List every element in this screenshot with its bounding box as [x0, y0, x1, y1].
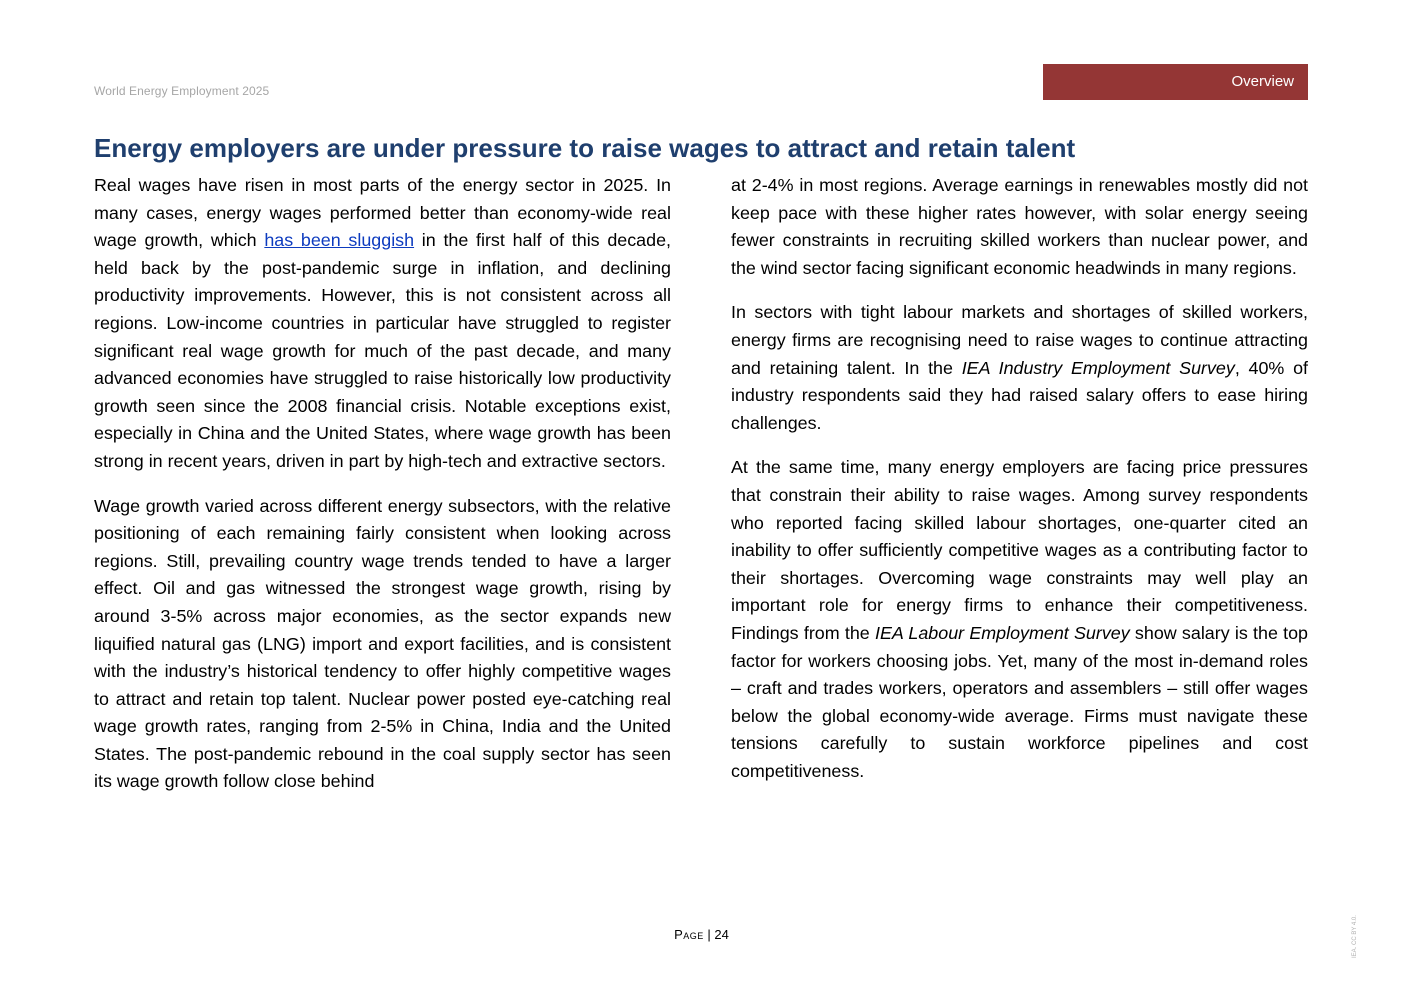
right-p3-text-end: show salary is the top factor for workers choosing jobs. Yet, many of the most in-demand roles – craft and trades workers, operators and assemblers – still offer wages below the global economy-wide average. Firms must navigate these tensions carefully to sustain workforce pipelines and cost competitiveness.: [731, 622, 1309, 781]
page-number: 24: [714, 927, 729, 942]
right-text-column: [731, 172, 1308, 802]
left-p1-text-end: in the first half of this decade, held back by the post-pandemic surge in inflation, and declining productivity improvements. However, this is not consistent across all regions. Low-income countries in particular have struggled to register significant real wage growth for much of the past decade, and many advanced economies have struggled to raise historically low productivity growth seen since the 2008 financial crisis. Notable exceptions exist, especially in China and the United States, where wage growth has been strong in recent years, driven in part by high-tech and extractive sectors.: [94, 230, 671, 471]
left-p1-text-start: Real wages have risen in most parts of the energy sector in 2025. In many cases, energy wages performed better than economy-wide real wage growth, which: [94, 175, 671, 251]
page-headline: Energy employers are under pressure to raise wages to attract and retain talent: [94, 133, 1076, 163]
page-separator: |: [703, 927, 715, 942]
left-paragraph-2: Wage growth varied across different energy subsectors, with the relative positioning of each remaining fairly consistent when looking across regions. Still, prevailing country wage trends tended to have a larger effect. Oil and gas witnessed the strongest wage growth, rising by around 3-5% across major economies, as the sector expands new liquified natural gas (LNG) import and export facilities, and is consistent with the industry’s historical tendency to offer highly competitive wages to attract and retain top talent. Nuclear power posted eye-catching real wage growth rates, ranging from 2-5% in China, India and the United States. The post-pandemic rebound in the coal supply sector has seen its wage growth follow close behind: [94, 495, 671, 792]
left-paragraph-1: [94, 172, 671, 476]
license-notice: IEA. CC BY 4.0.: [1352, 915, 1358, 958]
page-footer: [0, 927, 1403, 942]
right-paragraph-2: [731, 299, 1308, 437]
right-p3-text-start: At the same time, many energy employers are facing price pressures that constrain their ability to raise wages. Among survey respondents who reported facing skilled labour shortages, one-quarter cited an inability to offer sufficiently competitive wages as a contributing factor to their shortages. Overcoming wage constraints may well play an important role for energy firms to enhance their competitiveness. Findings from the: [731, 457, 1308, 643]
document-title: World Energy Employment 2025: [94, 84, 270, 98]
left-text-column: [94, 172, 671, 813]
right-p2-text-start: In sectors with tight labour markets and shortages of skilled workers, energy firms are recognising need to raise wages to continue attracting and retaining talent. In the: [731, 302, 1308, 378]
right-paragraph-1: at 2-4% in most regions. Average earnings in renewables mostly did not keep pace with these higher rates however, with solar energy seeing fewer constraints in recruiting skilled workers than nuclear power, and the wind sector facing significant economic headwinds in many regions.: [731, 175, 1308, 278]
industry-survey-title: IEA Industry Employment Survey: [961, 357, 1235, 378]
labour-survey-title: IEA Labour Employment Survey: [874, 622, 1130, 643]
page-label: Page: [674, 927, 704, 942]
right-paragraph-3: [731, 454, 1308, 785]
section-tab-overview: Overview: [1043, 64, 1308, 100]
has-been-sluggish-link[interactable]: has been sluggish: [264, 230, 415, 251]
right-p2-text-end: , 40% of industry respondents said they had raised salary offers to ease hiring challenges.: [731, 357, 1308, 433]
